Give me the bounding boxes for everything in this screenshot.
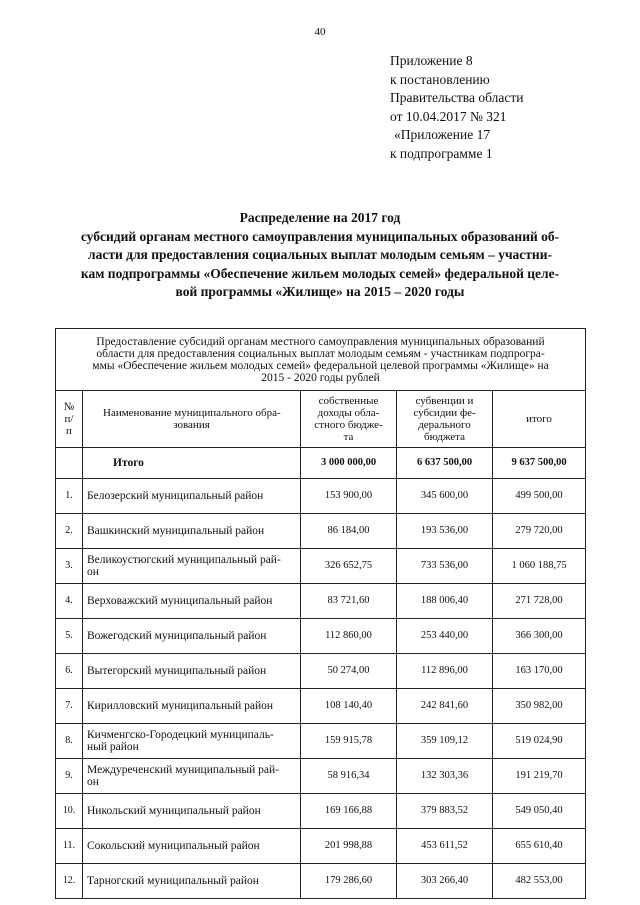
federal-value: 193 536,00 [397, 514, 493, 549]
district-name-line: Великоустюгский муниципальный рай- [87, 554, 281, 566]
table-caption [56, 329, 586, 391]
total-value: 163 170,00 [493, 654, 586, 689]
table-row [56, 724, 586, 759]
district-name-line: Вашкинский муниципальный район [87, 525, 265, 537]
total-row [56, 448, 586, 479]
federal-value: 303 266,40 [397, 864, 493, 899]
page-number: 40 [314, 26, 326, 38]
annex-block [390, 52, 630, 163]
district-name [83, 864, 301, 899]
district-name [83, 654, 301, 689]
title-line: вой программы «Жилище» на 2015 – 2020 годы [175, 284, 465, 299]
district-name [83, 584, 301, 619]
own-income-value: 86 184,00 [301, 514, 397, 549]
total-value: 499 500,00 [493, 479, 586, 514]
district-name-line: Междуреченский муниципальный рай- [87, 764, 279, 776]
title-line: кам подпрограммы «Обеспечение жильем молодых семей» федеральной целе- [80, 265, 560, 281]
table-row [56, 654, 586, 689]
title-line: ласти для предоставления социальных выплат молодым семьям – участни- [88, 247, 552, 262]
total-value: 350 982,00 [493, 689, 586, 724]
row-number: 9. [56, 759, 83, 794]
table-row [56, 829, 586, 864]
header-name: Наименование муниципального обра- зования [83, 391, 301, 448]
subsidy-table [55, 328, 586, 899]
own-income-value: 159 915,78 [301, 724, 397, 759]
total-own: 3 000 000,00 [301, 448, 397, 479]
district-name-line: Кирилловский муниципальный район [87, 700, 274, 712]
header-federal: субвенции и субсидии фе- дерального бюджета [397, 391, 493, 448]
federal-value: 379 883,52 [397, 794, 493, 829]
caption-line: 2015 - 2020 годы рублей [261, 371, 380, 384]
own-income-value: 153 900,00 [301, 479, 397, 514]
table-row [56, 794, 586, 829]
table-row [56, 759, 586, 794]
row-number: 4. [56, 584, 83, 619]
total-value: 549 050,40 [493, 794, 586, 829]
federal-value: 188 006,40 [397, 584, 493, 619]
district-name-line: Верховажский муниципальный район [87, 595, 273, 607]
annex-line: Правительства области [390, 90, 524, 105]
caption-line: ммы «Обеспечение жильем молодых семей» федеральной целевой программы «Жилище» на [92, 359, 549, 372]
row-number: 3. [56, 549, 83, 584]
title-line: субсидий органам местного самоуправления муниципальных образований об- [80, 228, 560, 244]
table-row [56, 549, 586, 584]
own-income-value: 58 916,34 [301, 759, 397, 794]
annex-line: к постановлению [390, 71, 490, 87]
total-value: 519 024,90 [493, 724, 586, 759]
total-value: 271 728,00 [493, 584, 586, 619]
district-name [83, 619, 301, 654]
table-row [56, 584, 586, 619]
annex-line: Приложение 8 [390, 53, 473, 68]
total-label: Итого [83, 448, 301, 479]
district-name-line: он [87, 566, 99, 578]
total-value: 366 300,00 [493, 619, 586, 654]
header-num: № п/ п [56, 391, 83, 448]
total-value: 191 219,70 [493, 759, 586, 794]
district-name-line: Сокольский муниципальный район [87, 840, 260, 852]
federal-value: 132 303,36 [397, 759, 493, 794]
district-name-line: Никольский муниципальный район [87, 805, 261, 817]
row-number: 7. [56, 689, 83, 724]
federal-value: 345 600,00 [397, 479, 493, 514]
table-row [56, 514, 586, 549]
row-number: 6. [56, 654, 83, 689]
row-number: 12. [56, 864, 83, 899]
own-income-value: 179 286,60 [301, 864, 397, 899]
district-name-line: он [87, 776, 99, 788]
district-name-line: Белозерский муниципальный район [87, 490, 264, 502]
caption-line: Предоставление субсидий органам местного самоуправления муниципальных образований [96, 335, 545, 348]
row-number: 10. [56, 794, 83, 829]
total-value: 482 553,00 [493, 864, 586, 899]
own-income-value: 169 166,88 [301, 794, 397, 829]
header-own-income: собственные доходы обла- стного бюдже- та [301, 391, 397, 448]
own-income-value: 50 274,00 [301, 654, 397, 689]
own-income-value: 112 860,00 [301, 619, 397, 654]
district-name [83, 689, 301, 724]
district-name [83, 829, 301, 864]
table-row [56, 619, 586, 654]
district-name [83, 514, 301, 549]
district-name [83, 479, 301, 514]
district-name [83, 759, 301, 794]
total-value: 655 610,40 [493, 829, 586, 864]
district-name [83, 549, 301, 584]
caption-line: области для предоставления социальных выплат молодым семьям - участникам подпрогра- [96, 347, 545, 360]
header-total: итого [493, 391, 586, 448]
federal-value: 453 611,52 [397, 829, 493, 864]
district-name [83, 724, 301, 759]
district-name-line: Вожегодский муниципальный район [87, 630, 267, 642]
federal-value: 733 536,00 [397, 549, 493, 584]
district-name-line: Тарногский муниципальный район [87, 875, 259, 887]
table-row [56, 864, 586, 899]
own-income-value: 326 652,75 [301, 549, 397, 584]
total-value: 279 720,00 [493, 514, 586, 549]
title-line: Распределение на 2017 год [239, 210, 401, 225]
document-title [30, 209, 610, 302]
annex-line: от 10.04.2017 № 321 [390, 108, 507, 124]
own-income-value: 201 998,88 [301, 829, 397, 864]
total-value: 1 060 188,75 [493, 549, 586, 584]
total-num-cell [56, 448, 83, 479]
row-number: 5. [56, 619, 83, 654]
annex-line: к подпрограмме 1 [390, 145, 493, 161]
district-name-line: ный район [87, 741, 139, 753]
district-name-line: Вытегорский муниципальный район [87, 665, 267, 677]
total-federal: 6 637 500,00 [397, 448, 493, 479]
own-income-value: 108 140,40 [301, 689, 397, 724]
row-number: 2. [56, 514, 83, 549]
federal-value: 242 841,60 [397, 689, 493, 724]
federal-value: 359 109,12 [397, 724, 493, 759]
district-name [83, 794, 301, 829]
table-header-row [56, 391, 586, 448]
district-name-line: Кичменгско-Городецкий муниципаль- [87, 729, 274, 741]
federal-value: 253 440,00 [397, 619, 493, 654]
annex-line: «Приложение 17 [394, 127, 491, 142]
federal-value: 112 896,00 [397, 654, 493, 689]
own-income-value: 83 721,60 [301, 584, 397, 619]
row-number: 8. [56, 724, 83, 759]
table-row [56, 479, 586, 514]
total-sum: 9 637 500,00 [493, 448, 586, 479]
row-number: 1. [56, 479, 83, 514]
table-row [56, 689, 586, 724]
row-number: 11. [56, 829, 83, 864]
